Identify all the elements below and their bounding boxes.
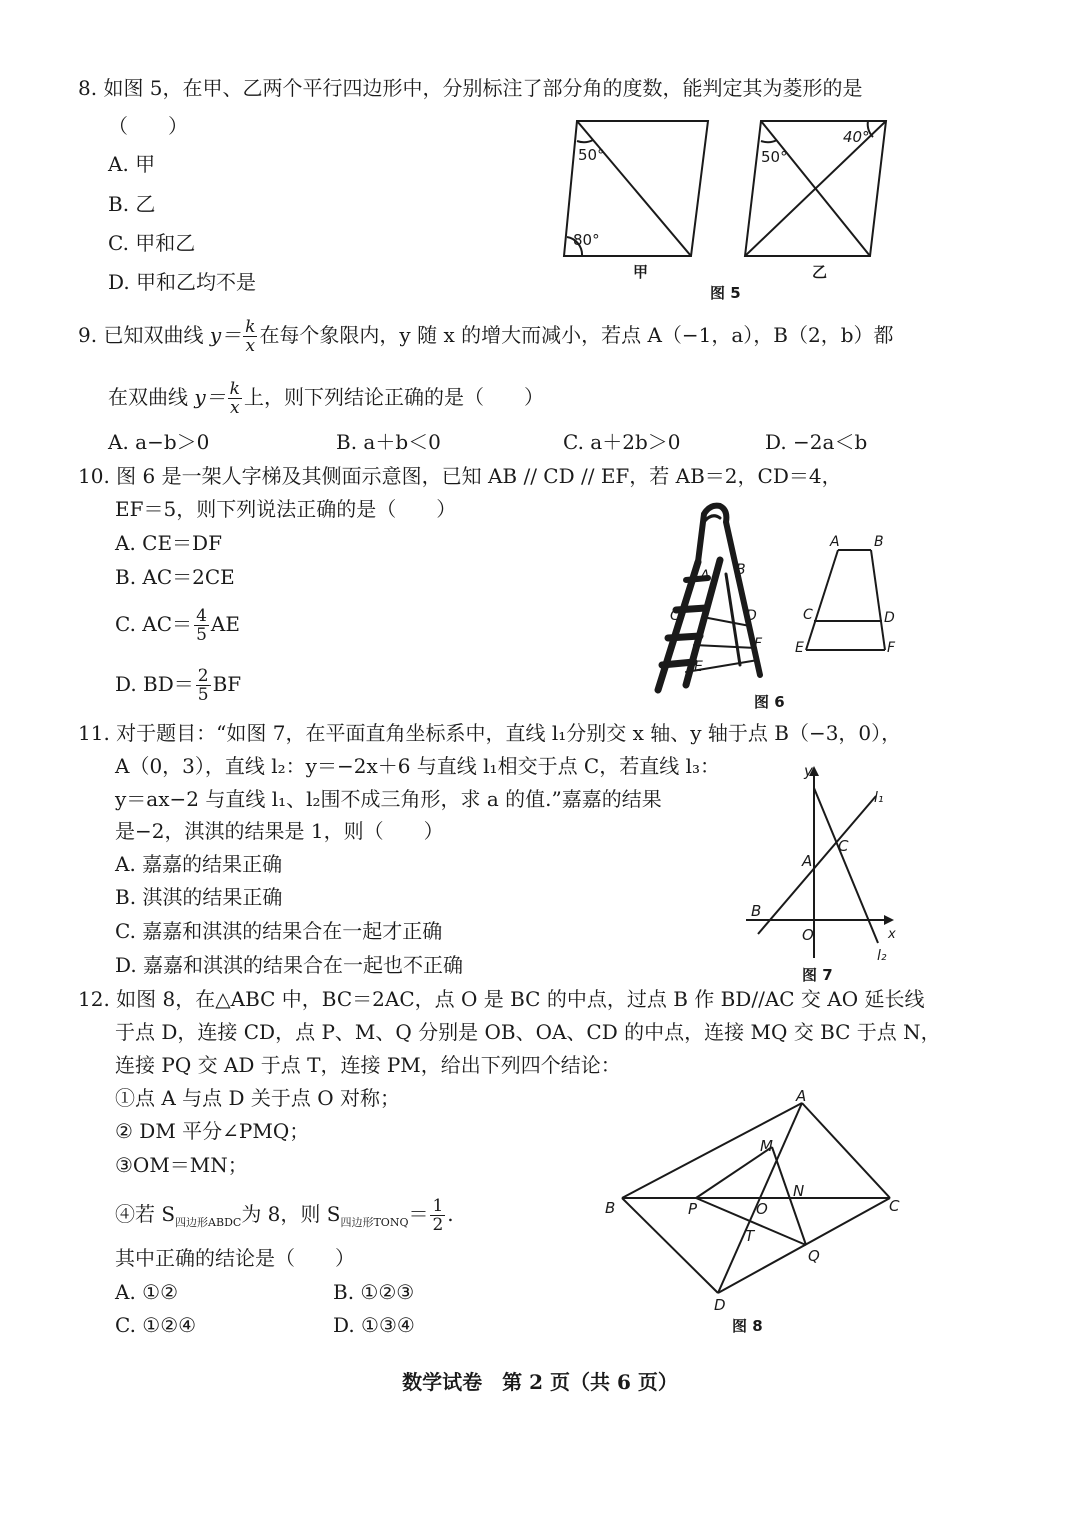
figure-6-caption: 图 6: [754, 693, 785, 711]
q10-option-b: B. AC＝2CE: [115, 565, 235, 589]
point-o-label: O: [756, 1200, 768, 1218]
figure-6: [648, 500, 908, 715]
label-l2: l₂: [877, 948, 887, 964]
ladder-label-e: E: [694, 659, 703, 675]
q12-option-c: C. ①②④: [115, 1313, 197, 1337]
q11-line3: y＝ax−2 与直线 l₁、l₂围不成三角形，求 a 的值.”嘉嘉的结果: [115, 787, 662, 811]
point-b-label: B: [605, 1199, 616, 1217]
point-d-label: D: [714, 1296, 726, 1314]
ladder-label-a: A: [700, 568, 710, 584]
ladder-label-d: D: [746, 608, 757, 624]
side-label-c: C: [803, 607, 813, 623]
figure-8-caption: 图 8: [732, 1317, 763, 1335]
point-t-label: T: [745, 1227, 755, 1245]
y-axis-label: y: [804, 762, 813, 780]
side-label-a: A: [830, 534, 840, 550]
jia-label: 甲: [633, 263, 649, 281]
q12-conclusion-1: ①点 A 与点 D 关于点 O 对称；: [115, 1086, 401, 1110]
q11-option-b: B. 淇淇的结果正确: [115, 885, 283, 909]
q10-option-d: D. BD＝ $\frac{2}{5}$ BF: [115, 666, 242, 705]
q12-line3: 连接 PQ 交 AD 于点 T，连接 PM，给出下列四个结论：: [115, 1053, 621, 1077]
q9-line2: 在双曲线 y＝ $\frac{k}{x}$ 上，则下列结论正确的是（ ）: [108, 379, 544, 418]
triangle-construction: [622, 1103, 890, 1293]
side-label-b: B: [874, 534, 884, 550]
q12-option-a: A. ①②: [115, 1280, 179, 1304]
point-q-label: Q: [808, 1247, 820, 1265]
q11-option-d: D. 嘉嘉和淇淇的结果合在一起也不正确: [115, 953, 464, 977]
q12-fraction-1-2: $\frac{1}{2}$: [432, 1196, 444, 1235]
ladder-label-c: C: [670, 608, 680, 624]
ladder-drawing: [658, 506, 760, 690]
q11-line1: 11. 对于题目：“如图 7，在平面直角坐标系中，直线 l₁分别交 x 轴、y 轴于点 B（−3，0），: [78, 721, 902, 745]
side-label-f: F: [887, 640, 896, 656]
point-n-label: N: [793, 1182, 805, 1200]
q12-option-d: D. ①③④: [333, 1313, 415, 1337]
q12-line2: 于点 D，连接 CD，点 P、M、Q 分别是 OB、OA、CD 的中点，连接 MQ 交 BC 于点 N，: [115, 1020, 941, 1044]
q9-fraction-k-over-x: $\frac{k}{x}$: [245, 317, 256, 356]
q12-ask: 其中正确的结论是（ ）: [115, 1246, 355, 1270]
figure-7: [738, 758, 908, 983]
ladder-label-b: B: [736, 562, 746, 578]
q9-option-d: D. −2a＜b: [765, 430, 868, 454]
q12-conclusion-3: ③OM＝MN；: [115, 1153, 248, 1177]
q11-option-a: A. 嘉嘉的结果正确: [115, 852, 283, 876]
q11-line4: 是−2，淇淇的结果是 1，则（ ）: [115, 819, 444, 843]
q9-option-c: C. a＋2b＞0: [563, 430, 681, 454]
ladder-label-f: F: [754, 636, 763, 652]
q10-option-c: C. AC＝ $\frac{4}{5}$ AE: [115, 606, 240, 645]
figure-7-caption: 图 7: [802, 966, 833, 984]
q8-blank: （ ）: [108, 114, 188, 138]
q8-option-c: C. 甲和乙: [108, 231, 196, 255]
side-label-e: E: [795, 640, 804, 656]
q12-conclusion-2: ② DM 平分∠PMQ；: [115, 1119, 310, 1143]
yi-angle-right: 40°: [843, 128, 870, 146]
q10-fraction-2-5: $\frac{2}{5}$: [197, 666, 209, 705]
figure-5-caption: 图 5: [710, 284, 741, 302]
point-p-label: P: [688, 1200, 698, 1218]
q10-fraction-4-5: $\frac{4}{5}$: [196, 606, 207, 645]
figure-5: [555, 110, 905, 310]
q8-option-d: D. 甲和乙均不是: [108, 270, 257, 294]
q8-option-a: A. 甲: [108, 152, 156, 176]
origin-label: O: [802, 926, 814, 944]
q10-option-a: A. CE＝DF: [115, 531, 222, 555]
q12-conclusion-4: ④若 $S_{四边形ABDC}$为 8，则 $S_{四边形TONQ}=$ $\frac{1}{2}$ .: [115, 1196, 454, 1235]
q9-fraction-k-over-x-2: $\frac{k}{x}$: [229, 379, 240, 418]
side-label-d: D: [884, 610, 895, 626]
q9-line1: 9. 已知双曲线 y＝ $\frac{k}{x}$ 在每个象限内，y 随 x 的增大而减小，若点 A（−1，a），B（2，b）都: [78, 317, 894, 356]
ladder-side-view: [806, 550, 885, 650]
point-c-label: C: [838, 837, 849, 855]
point-m-label: M: [760, 1137, 773, 1155]
q10-line2: EF＝5，则下列说法正确的是（ ）: [115, 497, 457, 521]
label-l1: l₁: [874, 790, 884, 806]
q9-option-b: B. a＋b＜0: [336, 430, 441, 454]
jia-angle-bottom: 80°: [573, 231, 600, 249]
q11-option-c: C. 嘉嘉和淇淇的结果合在一起才正确: [115, 919, 443, 943]
point-a-label: A: [796, 1087, 807, 1105]
q12-option-b: B. ①②③: [333, 1280, 415, 1304]
yi-angle-left: 50°: [761, 148, 788, 166]
point-b-label: B: [751, 902, 762, 920]
jia-angle-top: 50°: [578, 146, 605, 164]
point-a-label: A: [802, 852, 813, 870]
q12-line1: 12. 如图 8，在△ABC 中，BC＝2AC，点 O 是 BC 的中点，过点 B 作 BD//AC 交 AO 延长线: [78, 987, 925, 1011]
q8-stem: 8. 如图 5，在甲、乙两个平行四边形中，分别标注了部分角的度数，能判定其为菱形的是: [78, 76, 863, 100]
figure-8: [600, 1085, 910, 1340]
q11-line2: A（0，3），直线 l₂：y＝−2x＋6 与直线 l₁相交于点 C，若直线 l₃：: [115, 754, 721, 778]
page-footer: 数学试卷 第 2 页（共 6 页）: [402, 1370, 678, 1394]
yi-label: 乙: [812, 263, 828, 281]
q10-line1: 10. 图 6 是一架人字梯及其侧面示意图，已知 AB // CD // EF，若 AB＝2，CD＝4，: [78, 464, 842, 488]
q8-option-b: B. 乙: [108, 192, 156, 216]
point-c-label: C: [889, 1197, 900, 1215]
x-axis-label: x: [888, 927, 896, 942]
q9-option-a: A. a−b＞0: [108, 430, 210, 454]
